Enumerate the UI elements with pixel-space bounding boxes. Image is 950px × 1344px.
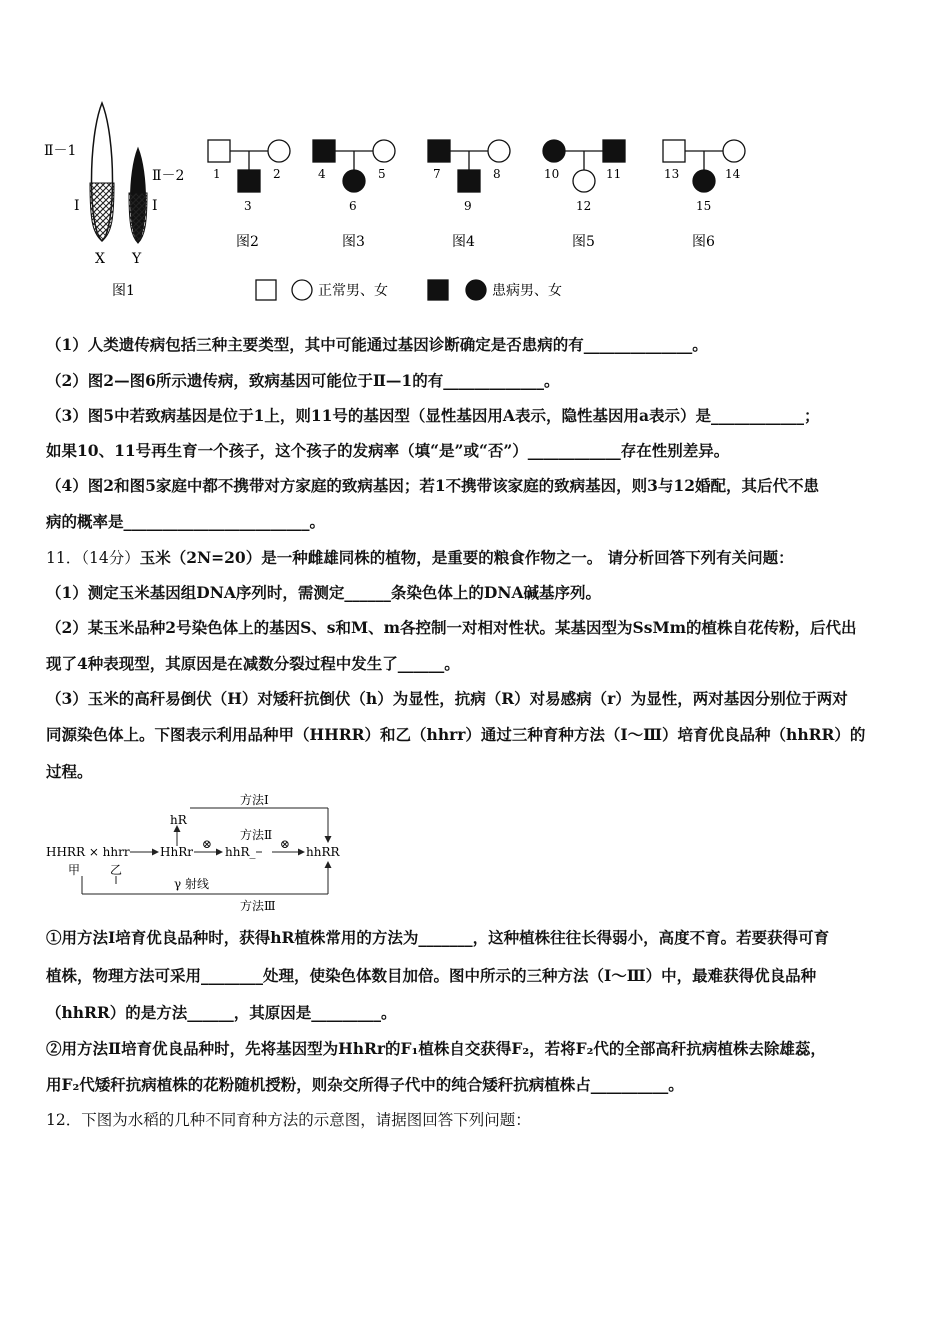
pedigree-fig2 xyxy=(208,140,290,192)
q10-part4-cont: 病的概率是________________________。 xyxy=(46,512,326,531)
q10-part3: （3）图5中若致病基因是位于1上，则11号的基因型（显性基因用A表示，隐性基因用a表示）是____________； xyxy=(46,406,820,425)
q10-part2: （2）图2—图6所示遗传病，致病基因可能位于Ⅱ—1的有_____________。 xyxy=(46,371,560,390)
q11-part2-cont: 现了4种表现型，其原因是在减数分裂过程中发生了______。 xyxy=(46,654,460,673)
target-genotype: hhRR xyxy=(306,845,340,859)
method-1-label: 方法Ⅰ xyxy=(240,793,269,807)
label-i-left: Ⅰ xyxy=(74,198,80,214)
intermediate-genotype: hhR_ xyxy=(225,845,256,859)
q10-part3-cont: 如果10、11号再生育一个孩子，这个孩子的发病率（填“是”或“否”）____________存在性别差异。 xyxy=(46,441,730,460)
q11-sub1-cont: 植株，物理方法可采用________处理，使染色体数目加倍。图中所示的三种方法（Ⅰ～Ⅲ）中，最难获得优良品种 xyxy=(46,966,817,985)
pedigree-fig5 xyxy=(543,140,625,192)
q11-part3: （3）玉米的高秆易倒伏（H）对矮秆抗倒伏（h）为显性，抗病（R）对易感病（r）为显性，两对基因分别位于两对 xyxy=(46,689,848,708)
ped-num-10: 10 xyxy=(544,167,560,181)
fig2-label: 图2 xyxy=(236,234,259,250)
ped-num-4: 4 xyxy=(318,167,326,181)
pedigree-fig6 xyxy=(663,140,745,192)
hr-label: hR xyxy=(170,813,187,827)
label-i-right: Ⅰ xyxy=(152,198,158,214)
ped-num-14: 14 xyxy=(725,167,741,181)
fig4-label: 图4 xyxy=(452,234,475,250)
legend-normal: 正常男、女 xyxy=(318,283,388,299)
ped-num-12: 12 xyxy=(576,199,592,213)
q11-stem xyxy=(46,548,916,568)
label-ii1: Ⅱ－1 xyxy=(44,143,77,159)
pedigree-fig4 xyxy=(428,140,510,192)
ped-num-9: 9 xyxy=(464,199,472,213)
ped-num-3: 3 xyxy=(244,199,252,213)
q10-part4: （4）图2和图5家庭中都不携带对方家庭的致病基因；若1不携带该家庭的致病基因，则3与12婚配，其后代不患 xyxy=(46,476,819,495)
q11-sub2-cont: 用F₂代矮秆抗病植株的花粉随机授粉，则杂交所得子代中的纯合矮秆抗病植株占__________。 xyxy=(46,1075,684,1094)
fig5-label: 图5 xyxy=(572,234,595,250)
ped-num-8: 8 xyxy=(493,167,501,181)
fig1-label: 图1 xyxy=(112,283,135,299)
ped-num-5: 5 xyxy=(378,167,386,181)
q11-intro: 玉米（2N=20）是一种雌雄同株的植物，是重要的粮食作物之一。 请分析回答下列有关问题： xyxy=(139,548,794,567)
q11-sub1-cont2: （hhRR）的是方法______，其原因是_________。 xyxy=(46,1003,397,1022)
ped-num-11: 11 xyxy=(606,167,622,181)
f1-genotype: HhRr xyxy=(160,845,193,859)
x-chromosome xyxy=(90,103,114,241)
ped-num-6: 6 xyxy=(349,199,357,213)
label-y: Y xyxy=(132,251,142,267)
label-x: X xyxy=(95,251,105,267)
method-2-label: 方法Ⅱ xyxy=(240,828,273,842)
parents-cross: HHRR × hhrr xyxy=(46,845,130,859)
y-chromosome xyxy=(129,148,147,243)
fig3-label: 图3 xyxy=(342,234,365,250)
parent-jia: 甲 xyxy=(68,863,81,877)
q12-stem: 12．下图为水稻的几种不同育种方法的示意图，请据图回答下列问题： xyxy=(46,1111,531,1129)
q11-part2: （2）某玉米品种2号染色体上的基因S、s和M、m各控制一对相对性状。某基因型为SsMm的植株自花传粉，后代出 xyxy=(46,618,857,637)
q11-part3-cont: 同源染色体上。下图表示利用品种甲（HHRR）和乙（hhrr）通过三种育种方法（Ⅰ～Ⅲ）培育优良品种（hhRR）的 xyxy=(46,725,866,744)
ped-num-7: 7 xyxy=(433,167,441,181)
fig6-label: 图6 xyxy=(692,234,715,250)
label-ii2: Ⅱ－2 xyxy=(152,168,185,184)
parent-yi: 乙 xyxy=(110,863,123,877)
gamma-ray-label: γ 射线 xyxy=(174,877,209,891)
q11-part3-cont2: 过程。 xyxy=(46,762,93,781)
method-3-label: 方法Ⅲ xyxy=(240,899,276,913)
q10-part1: （1）人类遗传病包括三种主要类型，其中可能通过基因诊断确定是否患病的有______________。 xyxy=(46,335,708,354)
ped-num-2: 2 xyxy=(273,167,281,181)
self-cross-symbol-2: ⊗ xyxy=(280,837,291,851)
ped-num-1: 1 xyxy=(213,167,221,181)
self-cross-symbol-1: ⊗ xyxy=(202,837,213,851)
genetics-figure xyxy=(40,98,770,308)
q11-sub2: ②用方法Ⅱ培育优良品种时，先将基因型为HhRr的F₁植株自交获得F₂，若将F₂代的全部高秆抗病植株去除雄蕊， xyxy=(46,1039,826,1058)
q11-part1: （1）测定玉米基因组DNA序列时，需测定______条染色体上的DNA碱基序列。 xyxy=(46,583,602,602)
pedigree-fig3 xyxy=(313,140,395,192)
ped-num-13: 13 xyxy=(664,167,680,181)
q11-sub1: ①用方法Ⅰ培育优良品种时，获得hR植株常用的方法为_______，这种植株往往长得弱小，高度不育。若要获得可育 xyxy=(46,928,830,947)
breeding-diagram xyxy=(44,790,354,915)
ped-num-15: 15 xyxy=(696,199,712,213)
q11-number: 11．（14分） xyxy=(46,549,140,567)
legend-affected: 患病男、女 xyxy=(492,283,562,299)
